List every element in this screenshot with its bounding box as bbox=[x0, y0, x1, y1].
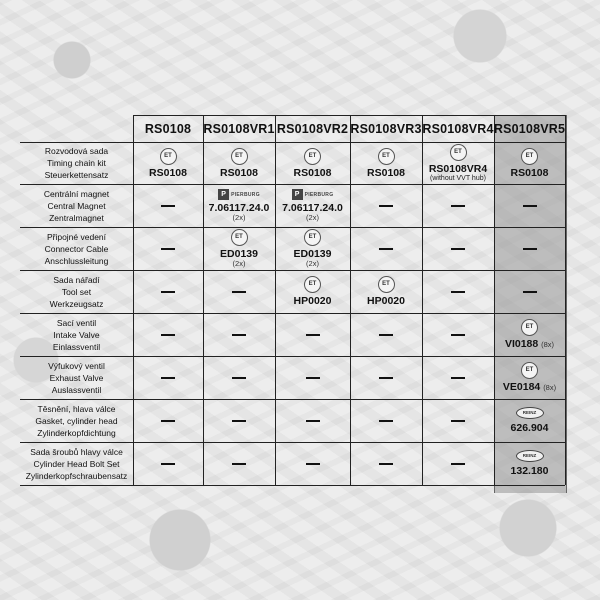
table-cell bbox=[275, 442, 350, 485]
row-label-line: Výfukový ventil bbox=[48, 360, 105, 371]
table-cell bbox=[133, 184, 203, 227]
row-label-line: Steuerkettensatz bbox=[44, 170, 109, 180]
empty-dash bbox=[451, 463, 465, 465]
table-cell bbox=[203, 270, 275, 313]
table-cell bbox=[275, 399, 350, 442]
row-divider bbox=[20, 485, 565, 486]
empty-dash bbox=[523, 291, 537, 293]
et-logo-icon: ET bbox=[160, 148, 177, 165]
empty-dash bbox=[451, 291, 465, 293]
et-logo-icon: ET bbox=[521, 148, 538, 165]
table-cell bbox=[275, 142, 350, 184]
part-number: VI0188 bbox=[504, 338, 539, 350]
row-label-line: Zylinderkopfdichtung bbox=[37, 427, 116, 438]
empty-dash bbox=[451, 420, 465, 422]
part-number: VE0184 bbox=[502, 381, 541, 393]
table-cell bbox=[203, 442, 275, 485]
table-cell bbox=[422, 227, 494, 270]
row-label-line: Zylinderkopfschraubensatz bbox=[25, 470, 128, 481]
row-label-line: Cylinder Head Bolt Set bbox=[33, 458, 120, 469]
part-number: ED0139 bbox=[220, 248, 258, 260]
row-label bbox=[20, 184, 133, 227]
column-header-rs0108vr4: RS0108VR4 bbox=[422, 121, 494, 136]
table-cell bbox=[494, 313, 565, 356]
table-cell bbox=[203, 399, 275, 442]
row-label-line: Intake Valve bbox=[53, 329, 100, 340]
empty-dash bbox=[161, 420, 175, 422]
quantity: (2x) bbox=[306, 213, 319, 222]
empty-dash bbox=[379, 205, 393, 207]
pierburg-mark: P bbox=[218, 189, 229, 200]
pierburg-logo-icon bbox=[218, 189, 260, 200]
table-cell bbox=[350, 399, 422, 442]
row-label-line: Connector Cable bbox=[44, 243, 109, 254]
part-number: RS0108 bbox=[367, 166, 405, 179]
table-cell bbox=[133, 270, 203, 313]
empty-dash bbox=[379, 420, 393, 422]
table-cell bbox=[494, 142, 565, 184]
row-label bbox=[20, 270, 133, 313]
row-label-line: Werkzeugsatz bbox=[49, 298, 104, 309]
empty-dash bbox=[161, 205, 175, 207]
et-logo-icon: ET bbox=[450, 144, 467, 161]
table-cell bbox=[133, 142, 203, 184]
table-cell bbox=[203, 356, 275, 399]
table-cell bbox=[133, 313, 203, 356]
empty-dash bbox=[161, 463, 175, 465]
table-cell bbox=[350, 184, 422, 227]
row-label-line: Einlassventil bbox=[52, 341, 101, 352]
row-label-line: Rozvodová sada bbox=[44, 146, 109, 156]
et-logo-icon: ET bbox=[304, 229, 321, 246]
pierburg-logo-text: PIERBURG bbox=[304, 191, 334, 198]
table-cell bbox=[133, 442, 203, 485]
victor-reinz-logo-icon: REINZ bbox=[516, 450, 544, 462]
row-label bbox=[20, 356, 133, 399]
row-label-line: Sací ventil bbox=[56, 317, 97, 328]
row-label-line: Tool set bbox=[61, 286, 92, 297]
quantity: (2x) bbox=[306, 259, 319, 268]
row-label-line: Centrální magnet bbox=[43, 188, 110, 199]
column-header-rs0108vr5: RS0108VR5 bbox=[493, 121, 566, 136]
empty-dash bbox=[379, 248, 393, 250]
table-cell bbox=[422, 142, 494, 184]
row-label-line: Připojné vedení bbox=[46, 231, 107, 242]
part-number: RS0108 bbox=[220, 166, 258, 179]
et-logo-icon: ET bbox=[378, 276, 395, 293]
part-number: 132.180 bbox=[510, 465, 549, 477]
table-cell bbox=[422, 356, 494, 399]
row-label-line: Central Magnet bbox=[47, 200, 106, 211]
empty-dash bbox=[232, 463, 246, 465]
table-cell bbox=[494, 184, 565, 227]
empty-dash bbox=[232, 420, 246, 422]
table-cell bbox=[422, 399, 494, 442]
empty-dash bbox=[451, 248, 465, 250]
quantity: (2x) bbox=[232, 259, 246, 268]
row-label-line: Anschlussleitung bbox=[44, 255, 109, 266]
et-logo-icon: ET bbox=[304, 148, 321, 165]
empty-dash bbox=[306, 463, 320, 465]
part-number: ED0139 bbox=[293, 248, 332, 260]
table-cell bbox=[422, 184, 494, 227]
row-label-line: Timing chain kit bbox=[47, 158, 106, 168]
table-cell bbox=[203, 142, 275, 184]
column-header-rs0108vr2: RS0108VR2 bbox=[276, 121, 349, 136]
et-logo-icon: ET bbox=[304, 276, 321, 293]
row-label-line: Sada nářadí bbox=[53, 274, 100, 285]
table-cell bbox=[133, 399, 203, 442]
row-label bbox=[20, 142, 133, 184]
table-cell bbox=[133, 356, 203, 399]
part-number-line bbox=[505, 338, 554, 350]
empty-dash bbox=[523, 205, 537, 207]
table-cell bbox=[422, 313, 494, 356]
table-cell bbox=[494, 227, 565, 270]
empty-dash bbox=[306, 420, 320, 422]
empty-dash bbox=[451, 377, 465, 379]
part-number: RS0108 bbox=[293, 166, 332, 179]
et-logo-icon: ET bbox=[231, 229, 248, 246]
table-cell bbox=[275, 184, 350, 227]
empty-dash bbox=[379, 334, 393, 336]
table-cell bbox=[203, 227, 275, 270]
table-cell bbox=[350, 442, 422, 485]
table-cell bbox=[494, 356, 565, 399]
row-label bbox=[20, 399, 133, 442]
part-number: 7.06117.24.0 bbox=[282, 202, 343, 214]
column-header-rs0108vr3: RS0108VR3 bbox=[350, 121, 422, 136]
part-number: RS0108VR4 bbox=[428, 162, 488, 175]
table-cell bbox=[203, 313, 275, 356]
table-cell bbox=[350, 142, 422, 184]
row-label bbox=[20, 442, 133, 485]
empty-dash bbox=[232, 334, 246, 336]
pierburg-logo-icon bbox=[292, 189, 334, 200]
table-cell bbox=[275, 313, 350, 356]
part-number: RS0108 bbox=[510, 166, 549, 179]
quantity: (2x) bbox=[232, 213, 246, 222]
row-label-line: Těsnění, hlava válce bbox=[37, 403, 116, 414]
empty-dash bbox=[161, 377, 175, 379]
pierburg-logo-text: PIERBURG bbox=[231, 191, 260, 198]
empty-dash bbox=[379, 463, 393, 465]
part-number-line bbox=[503, 381, 556, 393]
table-cell bbox=[422, 270, 494, 313]
et-logo-icon: ET bbox=[231, 148, 248, 165]
column-header-rs0108: RS0108 bbox=[144, 121, 192, 136]
pierburg-mark: P bbox=[292, 189, 303, 200]
empty-dash bbox=[306, 334, 320, 336]
table-cell bbox=[350, 227, 422, 270]
table-cell bbox=[494, 399, 565, 442]
table-cell bbox=[350, 313, 422, 356]
empty-dash bbox=[451, 334, 465, 336]
row-label-line: Sada šroubů hlavy válce bbox=[30, 446, 123, 457]
part-number: HP0020 bbox=[293, 295, 332, 307]
row-label-line: Gasket, cylinder head bbox=[35, 415, 118, 426]
table-cell bbox=[133, 227, 203, 270]
column-header-rs0108vr1: RS0108VR1 bbox=[203, 121, 275, 136]
table-cell bbox=[275, 356, 350, 399]
et-logo-icon: ET bbox=[521, 362, 538, 379]
table-cell bbox=[203, 184, 275, 227]
row-label-line: Exhaust Valve bbox=[49, 372, 104, 383]
empty-dash bbox=[306, 377, 320, 379]
part-number: 626.904 bbox=[510, 422, 549, 434]
table-cell bbox=[350, 356, 422, 399]
victor-reinz-logo-icon: REINZ bbox=[516, 407, 544, 419]
empty-dash bbox=[161, 334, 175, 336]
table-cell bbox=[275, 270, 350, 313]
row-label-line: Zentralmagnet bbox=[49, 212, 104, 223]
empty-dash bbox=[523, 248, 537, 250]
table-cell bbox=[275, 227, 350, 270]
part-note: (without VVT hub) bbox=[430, 174, 486, 182]
table-cell bbox=[350, 270, 422, 313]
part-number: RS0108 bbox=[149, 166, 187, 179]
row-label-line: Auslassventil bbox=[51, 384, 102, 395]
empty-dash bbox=[161, 291, 175, 293]
part-number: HP0020 bbox=[367, 295, 405, 307]
row-label bbox=[20, 227, 133, 270]
row-label bbox=[20, 313, 133, 356]
table-cell bbox=[494, 442, 565, 485]
et-logo-icon: ET bbox=[378, 148, 395, 165]
part-number: 7.06117.24.0 bbox=[208, 202, 270, 214]
table-cell bbox=[422, 442, 494, 485]
empty-dash bbox=[161, 248, 175, 250]
quantity: (8x) bbox=[541, 340, 555, 349]
et-logo-icon: ET bbox=[521, 319, 538, 336]
empty-dash bbox=[232, 377, 246, 379]
empty-dash bbox=[451, 205, 465, 207]
table-cell bbox=[494, 270, 565, 313]
column-divider bbox=[565, 115, 566, 485]
empty-dash bbox=[232, 291, 246, 293]
empty-dash bbox=[379, 377, 393, 379]
quantity: (8x) bbox=[543, 383, 557, 392]
